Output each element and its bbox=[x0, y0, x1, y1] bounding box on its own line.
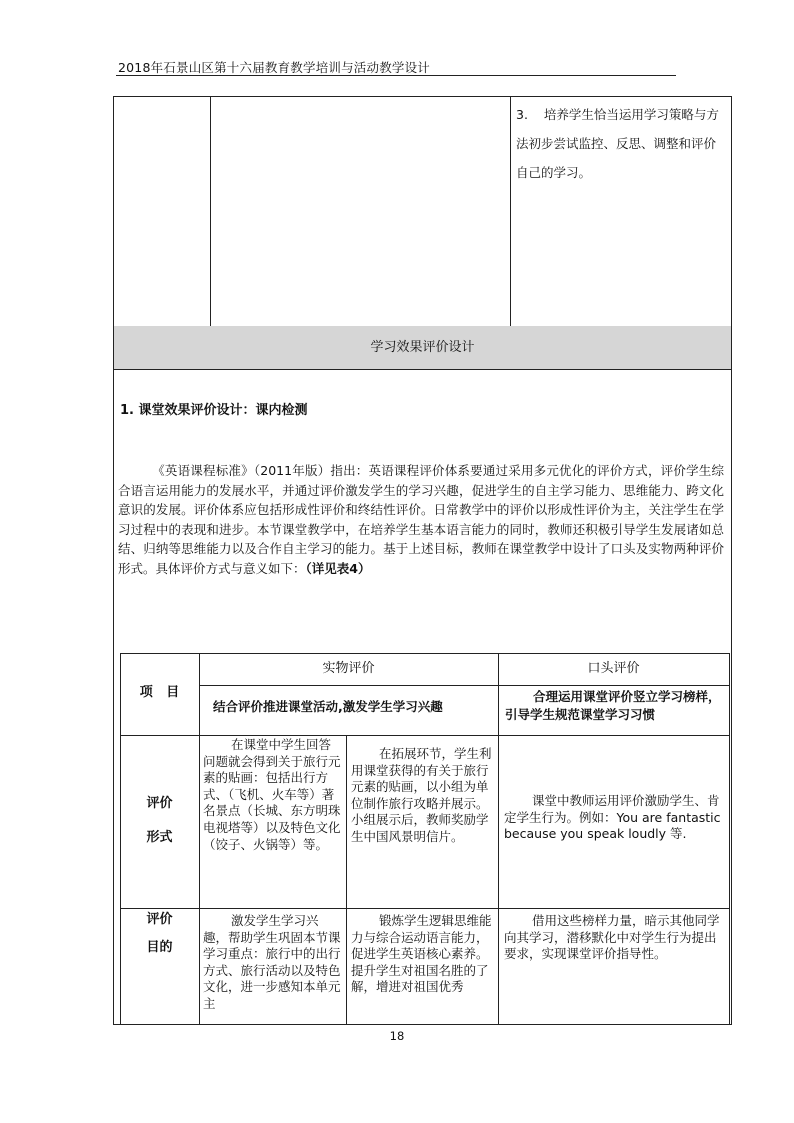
col-physical-evaluation: 实物评价 bbox=[322, 661, 375, 676]
header-rule bbox=[116, 75, 676, 76]
evaluation-paragraph bbox=[118, 461, 724, 579]
document-header: 2018年石景山区第十六届教育教学培训与活动教学设计 bbox=[118, 60, 431, 75]
section-band-title: 学习效果评价设计 bbox=[370, 340, 475, 355]
eval-vline-right bbox=[729, 653, 730, 1024]
physical-purpose-expansion-text: 锻炼学生逻辑思维能力与综合运动语言能力，促进学生英语核心素养。提升学生对祖国名胜的了解，增进对祖国优秀 bbox=[351, 913, 492, 995]
row-label-form: 评价 形式 bbox=[146, 796, 173, 845]
physical-form-expansion-text: 在拓展环节，学生利用课堂获得的有关于旅行元素的贴画，以小组为单位制作旅行攻略并展示。小组展示后，教师奖励学生中国风景明信片。 bbox=[351, 746, 492, 844]
physical-evaluation-subtitle: 结合评价推进课堂活动,激发学生学习兴趣 bbox=[213, 699, 443, 714]
row-label-purpose: 评价 目的 bbox=[146, 912, 173, 955]
eval-line-top bbox=[120, 653, 730, 654]
top-table-divider-2 bbox=[510, 96, 511, 326]
page-number: 18 bbox=[389, 1029, 405, 1043]
physical-purpose-text: 激发学生学习兴趣，帮助学生巩固本节课学习重点：旅行中的出行方式、旅行活动以及特色文化，进一步感知本单元主 bbox=[203, 913, 341, 1011]
item-label: 项 目 bbox=[139, 685, 180, 700]
col-oral-evaluation: 口头评价 bbox=[587, 661, 640, 676]
eval-vline-3 bbox=[498, 653, 499, 1024]
band-border-bottom bbox=[113, 369, 732, 370]
top-table-divider-1 bbox=[210, 96, 211, 326]
eval-vline-2 bbox=[346, 735, 347, 1024]
paragraph-text: 《英语课程标准》（2011年版）指出：英语课程评价体系要通过采用多元优化的评价方式，评价学生综合语言运用能力的发展水平，并通过评价激发学生的学习兴趣，促进学生的自主学习能力、思维能力、跨文化意识的发展。评价体系应包括形成性评价和终结性评价。日常教学中的评价以形成性评价为主，关注学生在学习过程中的表现和进步。本节课堂教学中，在培养学生基本语言能力的同时，教师还积极引导学生发展诸如总结、归纳等思维能力以及合作自主学习的能力。基于上述目标，教师在课堂教学中设计了口头及实物两种评价形式。具体评价方式与意义如下： bbox=[118, 463, 724, 576]
eval-vline-1 bbox=[199, 653, 200, 1024]
oral-form-text: 课堂中教师运用评价激励学生、肯定学生行为。例如：You are fantastic because you speak loudly 等. bbox=[504, 793, 721, 842]
eval-line-sub bbox=[199, 685, 730, 686]
outer-border-right bbox=[731, 96, 732, 1024]
paragraph-table-ref: （详见表4） bbox=[305, 560, 371, 576]
eval-line-bottom bbox=[113, 1024, 732, 1025]
eval-line-header-bottom bbox=[120, 735, 730, 736]
oral-purpose-text: 借用这些榜样力量，暗示其他同学向其学习，潜移默化中对学生行为提出要求，实现课堂评价指导性。 bbox=[504, 913, 720, 962]
section-heading: 1. 课堂效果评价设计：课内检测 bbox=[120, 403, 308, 418]
physical-form-text: 在课堂中学生回答问题就会得到关于旅行元素的贴画：包括出行方式、（飞机、火车等）著名景点（长城、东方明珠电视塔等）以及特色文化（饺子、火锅等）等。 bbox=[203, 737, 341, 852]
outer-border-left bbox=[113, 96, 114, 1024]
eval-line-row1-bottom bbox=[120, 908, 730, 909]
top-table-border-top bbox=[113, 96, 732, 97]
oral-evaluation-subtitle: 合理运用课堂评价竖立学习榜样，引导学生规范课堂学习习惯 bbox=[505, 689, 721, 722]
learning-goal-3: 3. 培养学生恰当运用学习策略与方法初步尝试监控、反思、调整和评价自己的学习。 bbox=[516, 107, 719, 180]
